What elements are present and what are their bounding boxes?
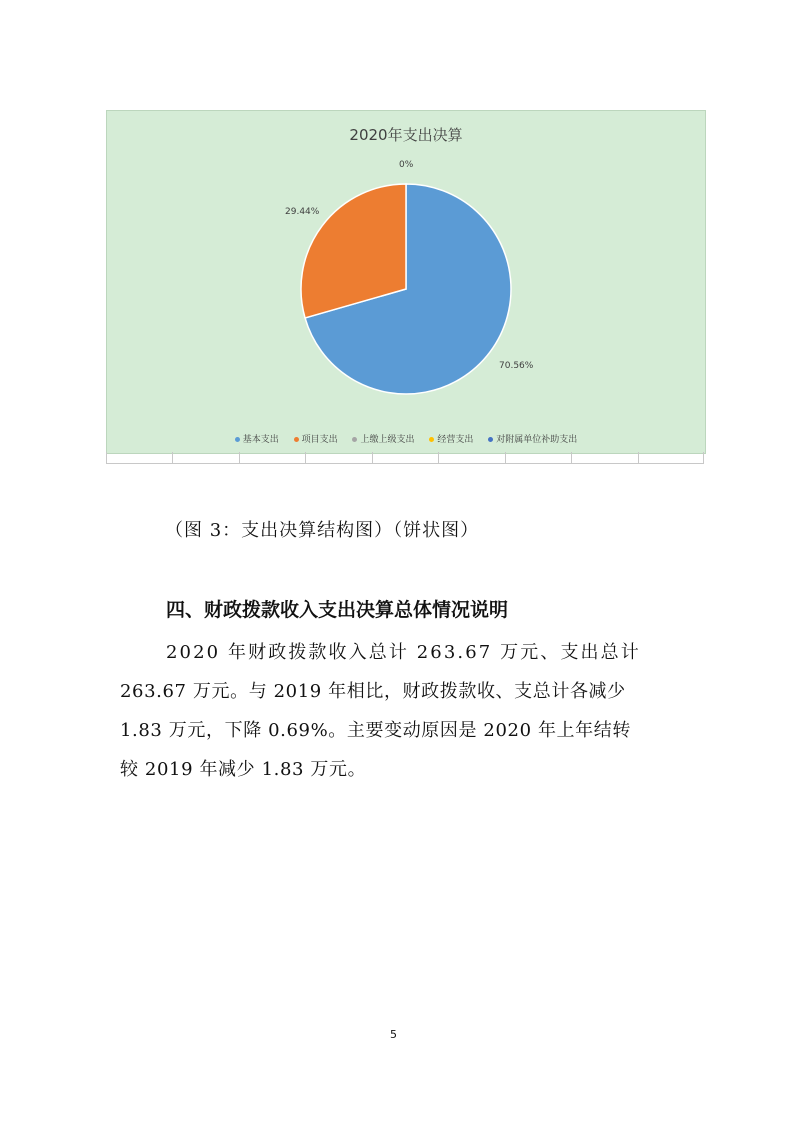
- legend-item: [294, 432, 338, 445]
- legend-swatch-1: [294, 437, 299, 442]
- section-heading: 四、财政拨款收入支出决算总体情况说明: [166, 599, 509, 621]
- legend-swatch-3: [429, 437, 434, 442]
- data-label-basic: 70.56%: [499, 361, 534, 371]
- chart-title: 2020年支出决算: [349, 126, 463, 144]
- paragraph-line: 较 2019 年减少 1.83 万元。: [120, 759, 367, 780]
- table-remnant: [106, 452, 704, 464]
- pie-chart: [106, 110, 706, 454]
- page-number: 5: [390, 1028, 397, 1041]
- legend-item: [488, 432, 577, 445]
- legend-item: [429, 432, 473, 445]
- legend-label: 基本支出: [242, 435, 279, 445]
- legend-label: 对附属单位补助支出: [496, 435, 578, 445]
- legend-label: 经营支出: [437, 435, 474, 445]
- paragraph-line: 1.83 万元，下降 0.69%。主要变动原因是 2020 年上年结转: [120, 720, 631, 741]
- legend-item: [235, 432, 279, 445]
- legend-item: [352, 432, 414, 445]
- legend-label: 上缴上级支出: [360, 435, 415, 445]
- data-label-zero: 0%: [399, 160, 414, 170]
- figure-caption: （图 3：支出决算结构图）（饼状图）: [165, 520, 480, 541]
- legend-swatch-2: [352, 437, 357, 442]
- chart-legend: [107, 432, 705, 445]
- legend-swatch-0: [235, 437, 240, 442]
- legend-swatch-4: [488, 437, 493, 442]
- legend-label: 项目支出: [301, 435, 338, 445]
- paragraph-line: 2020 年财政拨款收入总计 263.67 万元、支出总计: [166, 642, 641, 663]
- data-label-project: 29.44%: [285, 207, 320, 217]
- paragraph-line: 263.67 万元。与 2019 年相比，财政拨款收、支总计各减少: [120, 681, 626, 702]
